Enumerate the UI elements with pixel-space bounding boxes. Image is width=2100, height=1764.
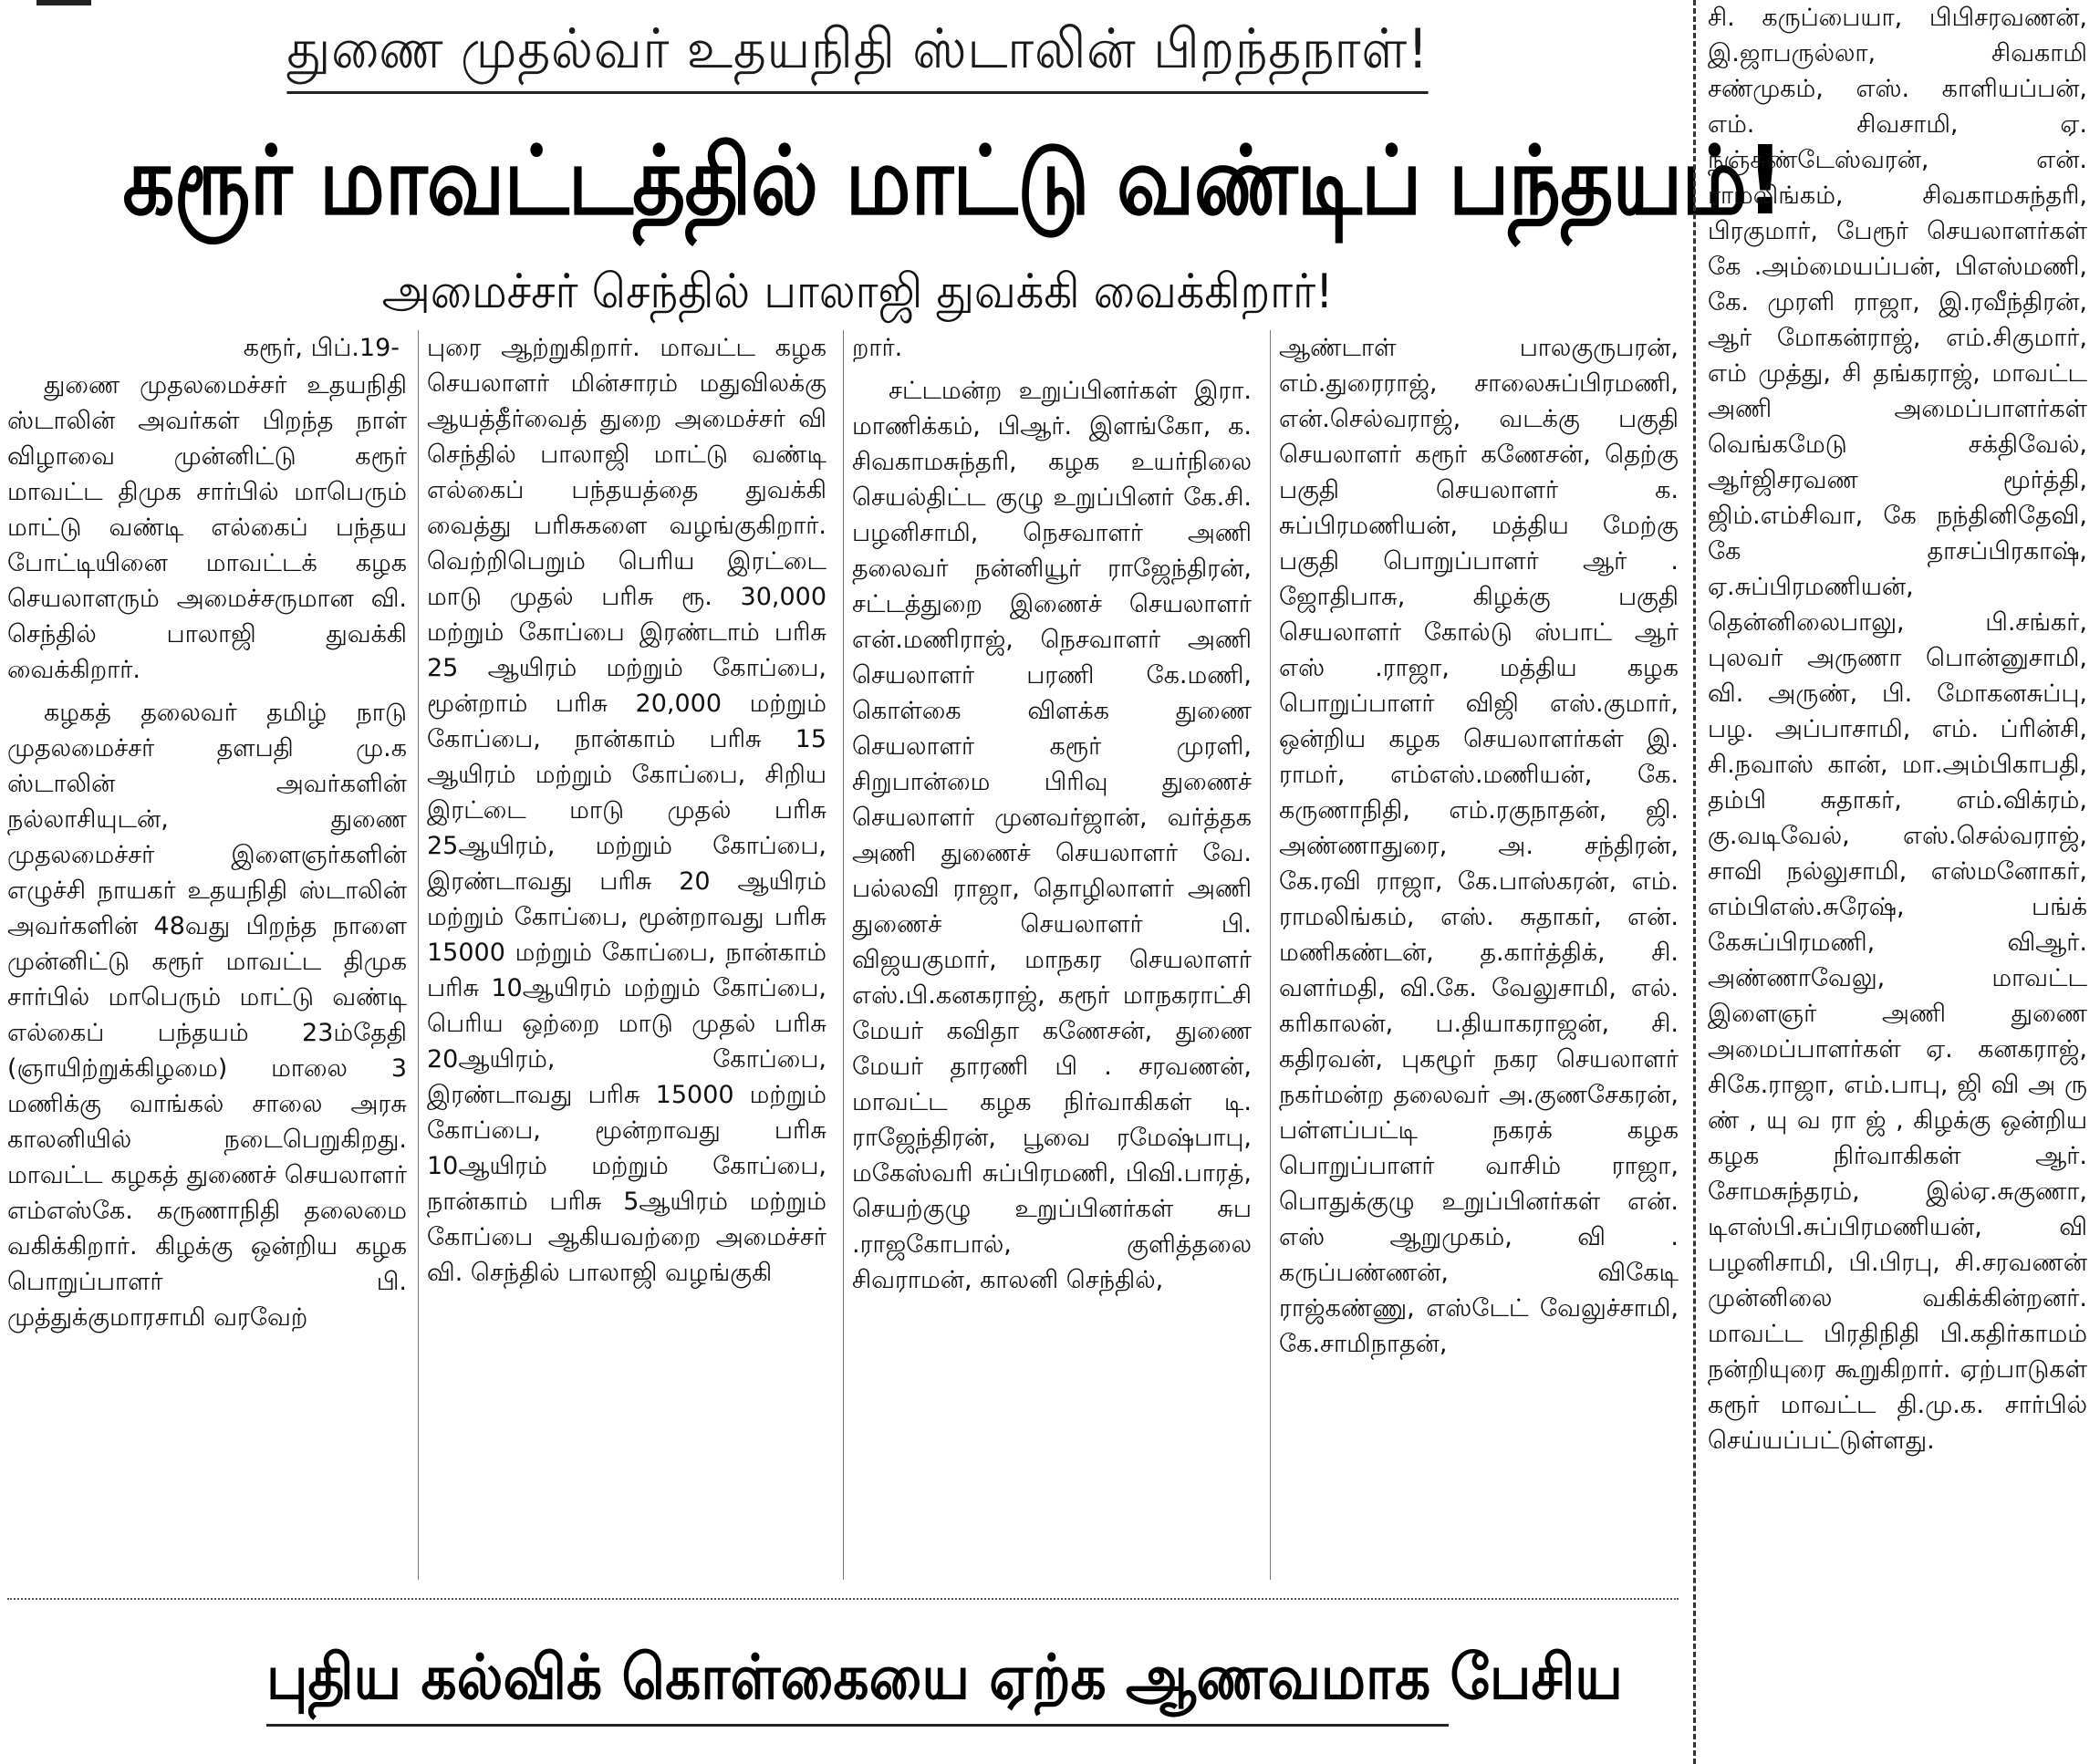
article-column-4 (1279, 330, 1679, 1580)
article-column-1 (7, 330, 407, 1580)
main-headline: கரூர் மாவட்டத்தில் மாட்டு வண்டிப் பந்தயம்! (122, 125, 1783, 236)
article-paragraph: றார். (852, 334, 903, 362)
article-paragraph: புரை ஆற்றுகிறார். மாவட்ட கழக செயலாளர் மின்சாரம் மதுவிலக்கு ஆயத்தீர்வைத் துறை அமைச்சர் வி செந்தில் பாலாஜி மாட்டு வண்டி எல்கைப் பந்தயத்தை துவக்கி வைத்து பரிசுகளை வழங்குகிறார். வெற்றிபெறும் பெரிய இரட்டை மாடு முதல் பரிசு ரூ. 30,000 மற்றும் கோப்பை இரண்டாம் பரிசு 25 ஆயிரம் மற்றும் கோப்பை, மூன்றாம் பரிசு 20,000 மற்றும் கோப்பை, நான்காம் பரிசு 15 ஆயிரம் மற்றும் கோப்பை, சிறிய இரட்டை மாடு முதல் பரிசு 25ஆயிரம், மற்றும் கோப்பை, இரண்டாவது பரிசு 20 ஆயிரம் மற்றும் கோப்பை, மூன்றாவது பரிசு 15000 மற்றும் கோப்பை, நான்காம் பரிசு 10ஆயிரம் மற்றும் கோப்பை, பெரிய ஒற்றை மாடு முதல் பரிசு 20ஆயிரம், கோப்பை, இரண்டாவது பரிசு 15000 மற்றும் கோப்பை, மூன்றாவது பரிசு 10ஆயிரம் மற்றும் கோப்பை, நான்காம் பரிசு 5ஆயிரம் மற்றும் கோப்பை ஆகியவற்றை அமைச்சர் வி. செந்தில் பாலாஜி வழங்குகி (427, 334, 826, 1287)
dateline: கரூர், பிப்.19- (243, 334, 400, 362)
article-paragraph: ஆண்டாள் பாலகுருபரன், எம்.துரைராஜ், சாலைசுப்பிரமணி, என்.செல்வராஜ், வடக்கு பகுதி செயலாளர் கரூர் கணேசன், தெற்கு பகுதி செயலாளர் க. சுப்பிரமணியன், மத்திய மேற்கு பகுதி பொறுப்பாளர் ஆர் . ஜோதிபாசு, கிழக்கு பகுதி செயலாளர் கோல்டு ஸ்பாட் ஆர் எஸ் .ராஜா, மத்திய கழக பொறுப்பாளர் விஜி எஸ்.குமார், ஒன்றிய கழக செயலாளர்கள் இ. ராமர், எம்எஸ்.மணியன், கே. கருணாநிதி, எம்.ரகுநாதன், ஜி. அண்ணாதுரை, அ. சந்திரன், கே.ரவி ராஜா, கே.பாஸ்கரன், எம். ராமலிங்கம், எஸ். சுதாகர், என். மணிகண்டன், த.கார்த்திக், சி. வளர்மதி, வி.கே. வேலுசாமி, எல். கரிகாலன், ப.தியாகராஜன், சி. கதிரவன், புகழூர் நகர செயலாளர் நகர்மன்ற தலைவர் அ.குணசேகரன், பள்ளப்பட்டி நகரக் கழக பொறுப்பாளர் வாசிம் ராஜா, பொதுக்குழு உறுப்பினர்கள் என். எஸ் ஆறுமுகம், வி . கருப்பண்ணன், விகேடி ராஜ்கண்ணு, எஸ்டேட் வேலுச்சாமி, கே.சாமிநாதன், (1279, 334, 1679, 1358)
column-divider (418, 330, 419, 1580)
article-paragraph: சட்டமன்ற உறுப்பினர்கள் இரா. மாணிக்கம், பிஆர். இளங்கோ, க. சிவகாமசுந்தரி, கழக உயர்நிலை செயல்திட்ட குழு உறுப்பினர் கே.சி. பழனிசாமி, நெசவாளர் அணி தலைவர் நன்னியூர் ராஜேந்திரன், சட்டத்துறை இணைச் செயலாளர் என்.மணிராஜ், நெசவாளர் அணி செயலாளர் பரணி கே.மணி, கொள்கை விளக்க துணை செயலாளர் கரூர் முரளி, சிறுபான்மை பிரிவு துணைச் செயலாளர் முனவர்ஜான், வர்த்தக அணி துணைச் செயலாளர் வே. பல்லவி ராஜா, தொழிலாளர் அணி துணைச் செயலாளர் பி. விஜயகுமார், மாநகர செயலாளர் எஸ்.பி.கனகராஜ், கரூர் மாநகராட்சி மேயர் கவிதா கணேசன், துணை மேயர் தாரணி பி . சரவணன், மாவட்ட கழக நிர்வாகிகள் டி. ராஜேந்திரன், பூவை ரமேஷ்பாபு, மகேஸ்வரி சுப்பிரமணி, பிவி.பாரத், செயற்குழு உறுப்பினர்கள் சுப .ராஜகோபால், குளித்தலை சிவராமன், காலனி செந்தில், (852, 377, 1252, 1294)
article-column-3 (852, 330, 1252, 1580)
sub-headline: அமைச்சர் செந்தில் பாலாஜி துவக்கி வைக்கிறார்! (381, 265, 1334, 319)
dashed-divider (1693, 0, 1696, 1764)
article-paragraph: கழகத் தலைவர் தமிழ் நாடு முதலமைச்சர் தளபதி மு.க ஸ்டாலின் அவர்களின் நல்லாசியுடன், துணை முதலமைச்சர் இளைஞர்களின் எழுச்சி நாயகர் உதயநிதி ஸ்டாலின் அவர்களின் 48வது பிறந்த நாளை முன்னிட்டு கரூர் மாவட்ட திமுக சார்பில் மாபெரும் மாட்டு வண்டி எல்கைப் பந்தயம் 23ம்தேதி (ஞாயிற்றுக்கிழமை) மாலை 3 மணிக்கு வாங்கல் சாலை அரசு காலனியில் நடைபெறுகிறது. மாவட்ட கழகத் துணைச் செயலாளர் எம்எஸ்கே. கருணாநிதி தலைமை வகிக்கிறார். கிழக்கு ஒன்றிய கழக பொறுப்பாளர் பி. முத்துக்குமாரசாமி வரவேற் (7, 699, 407, 1332)
column-divider (1270, 330, 1271, 1580)
corner-rule (36, 0, 91, 5)
article-column-2 (427, 330, 826, 1580)
column-divider (843, 330, 844, 1580)
next-article-headline: புதிய கல்விக் கொள்கையை ஏற்க ஆணவமாக பேசிய (266, 1633, 1449, 1727)
article-paragraph: சி. கருப்பையா, பிபிசரவணன், இ.ஜாபருல்லா, சிவகாமி சண்முகம், எஸ். காளியப்பன், எம். சிவசாமி, ஏ. நஞ்சுண்டேஸ்வரன், என். ராமலிங்கம், சிவகாமசுந்தரி, பிரகுமார், பேரூர் செயலாளர்கள் கே .அம்மையப்பன், பிஎஸ்மணி, கே. முரளி ராஜா, இ.ரவீந்திரன், ஆர் மோகன்ராஜ், எம்.சிகுமார், எம் முத்து, சி தங்கராஜ், மாவட்ட அணி அமைப்பாளர்கள் வெங்கமேடு சக்திவேல், ஆர்ஜிசரவண மூர்த்தி, ஜிம்.எம்சிவா, கே நந்தினிதேவி, கே தாசப்பிரகாஷ், ஏ.சுப்பிரமணியன், தென்னிலைபாலு, பி.சங்கர், புலவர் அருணா பொன்னுசாமி, வி. அருண், பி. மோகனசுப்பு, பழ. அப்பாசாமி, எம். ப்ரின்சி, சி.நவாஸ் கான், மா.அம்பிகாபதி, தம்பி சுதாகர், எம்.விக்ரம், கு.வடிவேல், எஸ்.செல்வராஜ், சாவி நல்லுசாமி, எஸ்மனோகர், எம்பிஎஸ்.சுரேஷ், பங்க் கேசுப்பிரமணி, விஆர். அண்ணாவேலு, மாவட்ட இளைஞர் அணி துணை அமைப்பாளர்கள் ஏ. கனகராஜ், சிகே.ராஜா, எம்.பாபு, ஜி வி அ ரு ண் , யு வ ரா ஜ் , கிழக்கு ஒன்றிய கழக நிர்வாகிகள் ஆர். சோமசுந்தரம், இல்ஏ.சுகுணா, டிஎஸ்பி.சுப்பிரமணியன், வி பழனிசாமி, பி.பிரபு, சி.சரவணன் முன்னிலை வகிக்கின்றனர். மாவட்ட பிரதிநிதி பி.கதிர்காமம் நன்றியுரை கூறுகிறார். ஏற்பாடுகள் கரூர் மாவட்ட தி.மு.க. சார்பில் செய்யப்பட்டுள்ளது. (1708, 4, 2087, 1455)
article-paragraph: துணை முதலமைச்சர் உதயநிதி ஸ்டாலின் அவர்கள் பிறந்த நாள் விழாவை முன்னிட்டு கரூர் மாவட்ட திமுக சார்பில் மாபெரும் மாட்டு வண்டி எல்கைப் பந்தய போட்டியினை மாவட்டக் கழக செயலாளரும் அமைச்சருமான வி. செந்தில் பாலாஜி துவக்கி வைக்கிறார். (7, 371, 407, 684)
article-column-continued (1708, 0, 2087, 1755)
kicker-headline: துணை முதல்வர் உதயநிதி ஸ்டாலின் பிறந்தநாள்! (286, 7, 1428, 94)
